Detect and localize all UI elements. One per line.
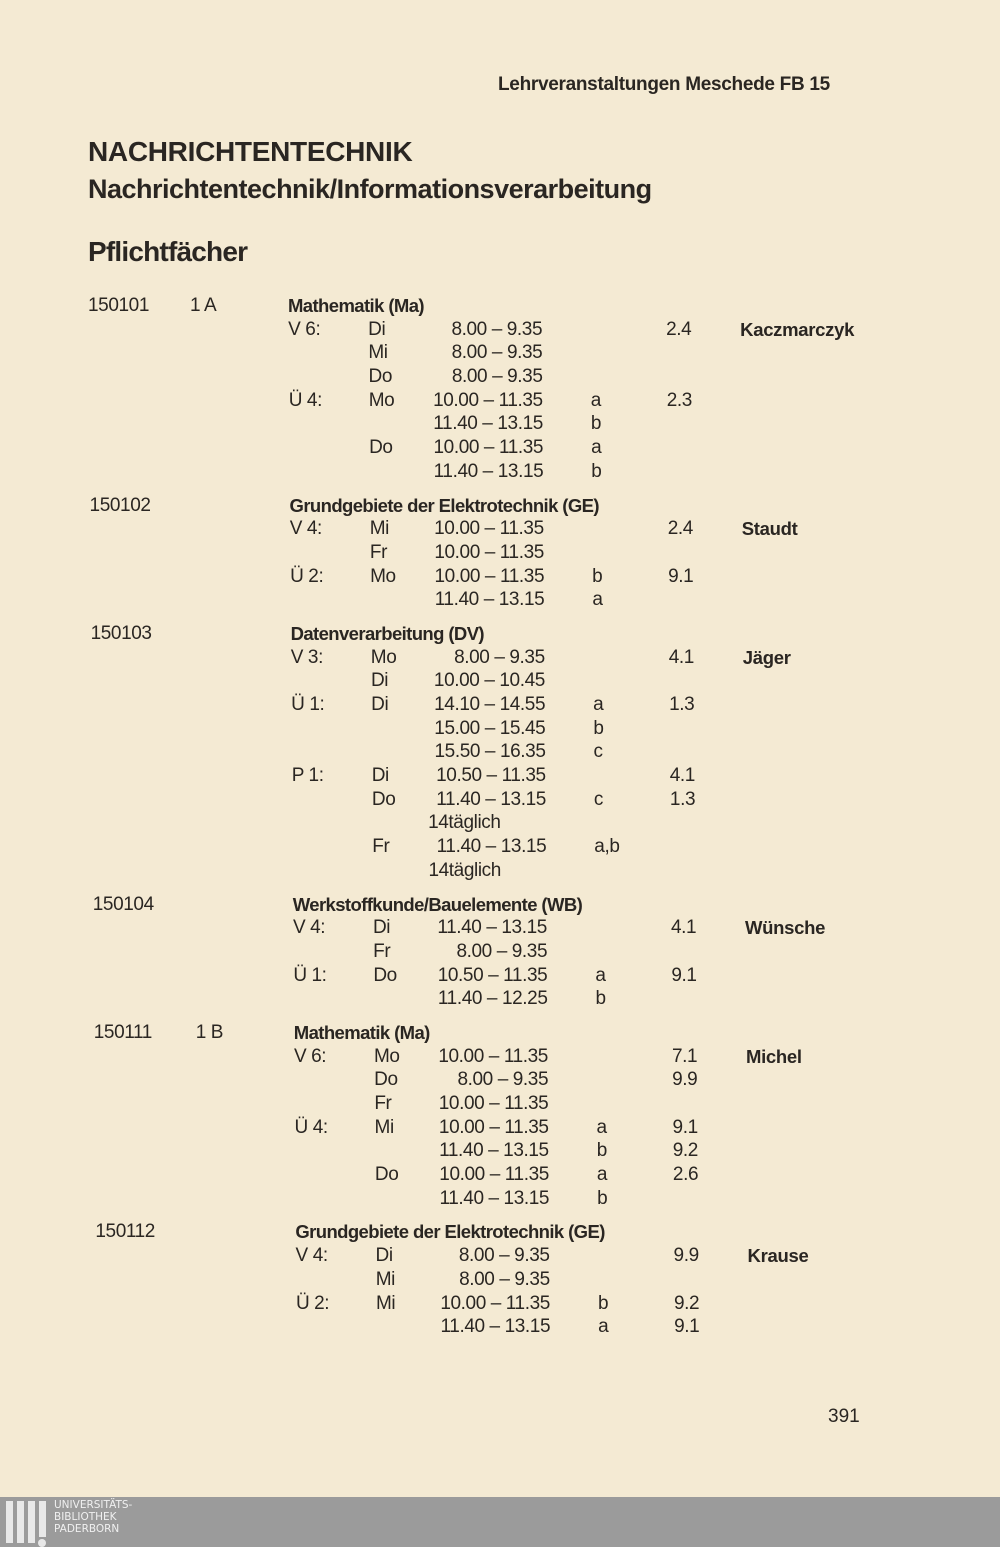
time-range: 8.00 – 9.35 [456, 940, 548, 962]
time-range: 15.50 – 16.35 [434, 741, 546, 763]
lecturer: Krause [747, 1245, 809, 1267]
time-range: 15.00 – 15.45 [434, 717, 546, 739]
course-name: Datenverarbeitung (DV) [290, 622, 484, 644]
schedule-row [4, 860, 1000, 884]
weekday: Mi [375, 1268, 395, 1290]
session-type: Ü 1: [291, 694, 325, 715]
room: 9.1 [672, 1116, 698, 1138]
room: 9.1 [668, 565, 694, 587]
lecturer: Staudt [741, 518, 798, 540]
time-range: 11.40 – 12.25 [437, 988, 548, 1010]
lecturer: Wünsche [744, 917, 826, 939]
course-name: Mathematik (Ma) [293, 1021, 430, 1043]
room: 4.1 [670, 917, 697, 939]
group: b [591, 460, 602, 482]
course-header [5, 894, 1000, 918]
group: b [597, 1187, 608, 1209]
course-header [2, 495, 1000, 519]
session-type: Ü 2: [295, 1292, 330, 1314]
group: a [595, 964, 606, 986]
schedule-row [3, 694, 1000, 718]
schedule-row [0, 342, 1000, 366]
group: a [598, 1316, 609, 1338]
time-range: 11.40 – 13.15 [439, 1140, 549, 1162]
schedule-row [1, 437, 1000, 461]
session-type: Ü 1: [293, 964, 327, 986]
room: 4.1 [668, 646, 694, 668]
session-type: V 4: [295, 1245, 328, 1267]
weekday: Mi [368, 342, 388, 364]
group: a,b [594, 836, 620, 858]
course-number: 150112 [95, 1221, 155, 1243]
schedule-row [3, 647, 1000, 671]
schedule-row [3, 718, 1000, 742]
schedule-row [6, 1069, 1000, 1093]
weekday: Mi [374, 1116, 394, 1138]
weekday: Di [375, 1245, 393, 1267]
weekday: Do [371, 788, 396, 810]
schedule-row [8, 1316, 1000, 1340]
course-entry [0, 894, 1000, 1012]
session-type: Ü 4: [288, 389, 322, 411]
group: b [593, 717, 604, 739]
group: a [590, 389, 601, 411]
schedule-row [2, 589, 1000, 613]
weekday: Fr [373, 940, 391, 962]
time-range: 10.00 – 10.45 [433, 670, 545, 692]
time-range: 10.00 – 11.35 [434, 518, 544, 540]
time-range: 14.10 – 14.55 [434, 694, 546, 715]
lecturer: Kaczmarczyk [740, 318, 855, 340]
group: b [595, 988, 606, 1010]
room: 2.4 [666, 318, 692, 340]
group: a [596, 1116, 607, 1138]
weekday: Di [371, 694, 389, 715]
weekday: Do [373, 964, 397, 986]
time-range: 10.00 – 11.35 [433, 389, 543, 411]
time-range: 8.00 – 9.35 [451, 318, 543, 340]
library-logo-text [54, 1499, 132, 1535]
schedule-row [1, 461, 1000, 485]
course-name: Mathematik (Ma) [288, 295, 424, 316]
group: b [592, 565, 603, 587]
course-header [7, 1221, 1000, 1245]
schedule-row [4, 789, 1000, 813]
weekday: Do [374, 1069, 398, 1091]
schedule-row [8, 1269, 1000, 1293]
time-range: 8.00 – 9.35 [454, 646, 545, 668]
time-range: 11.40 – 13.15 [436, 788, 546, 810]
schedule-note: 14täglich [428, 859, 501, 881]
session-type: Ü 2: [290, 565, 324, 587]
room: 1.3 [669, 788, 696, 810]
course-number: 150104 [92, 893, 154, 915]
session-type: V 3: [290, 646, 323, 668]
room: 2.6 [672, 1164, 699, 1186]
weekday: Fr [369, 541, 388, 563]
schedule-row [6, 1093, 1000, 1117]
page-title: NACHRICHTENTECHNIK [88, 136, 413, 167]
group: a [593, 694, 604, 715]
group: c [593, 741, 603, 763]
room: 9.2 [672, 1140, 698, 1162]
time-range: 11.40 – 13.15 [440, 1316, 551, 1338]
time-range: 10.00 – 11.35 [434, 541, 544, 563]
logo-line: PADERBORN [54, 1523, 120, 1535]
group: b [597, 1292, 609, 1314]
group: a [591, 437, 602, 459]
room: 9.2 [673, 1292, 700, 1314]
schedule-row [2, 566, 1000, 590]
time-range: 11.40 – 13.15 [433, 460, 544, 482]
time-range: 11.40 – 13.15 [434, 589, 545, 611]
schedule-row [8, 1245, 1000, 1269]
weekday: Di [372, 917, 391, 939]
time-range: 10.00 – 11.35 [440, 1292, 550, 1314]
time-range: 8.00 – 9.35 [451, 366, 543, 388]
time-range: 10.00 – 11.35 [434, 565, 545, 587]
group: b [596, 1140, 607, 1162]
course-header [3, 623, 1000, 647]
weekday: Mi [375, 1292, 396, 1314]
schedule-row [7, 1164, 1000, 1188]
schedule-row [3, 670, 1000, 694]
course-entry [0, 623, 1000, 884]
session-type: V 6: [293, 1045, 327, 1067]
time-range: 10.00 – 11.35 [438, 1116, 549, 1138]
section-heading: Pflichtfächer [88, 236, 248, 267]
room: 7.1 [671, 1045, 698, 1067]
room: 9.1 [674, 1316, 700, 1338]
weekday: Do [369, 437, 393, 459]
time-range: 10.50 – 11.35 [437, 964, 548, 986]
room: 1.3 [669, 694, 695, 715]
course-entry [0, 1221, 1000, 1339]
session-type: Ü 4: [294, 1116, 328, 1138]
course-entry [0, 1022, 1000, 1212]
course-name: Werkstoffkunde/Bauelemente (WB) [292, 893, 583, 915]
schedule-row [4, 812, 1000, 836]
running-header: Lehrveranstaltungen Meschede FB 15 [498, 74, 830, 95]
weekday: Fr [372, 836, 390, 858]
time-range: 11.40 – 13.15 [433, 413, 543, 435]
schedule-row [4, 765, 1000, 789]
schedule-row [2, 518, 1000, 542]
course-header [0, 295, 1000, 319]
schedule-row [5, 941, 1000, 965]
weekday: Fr [374, 1093, 392, 1114]
room: 2.3 [666, 389, 692, 411]
room: 4.1 [669, 765, 695, 787]
weekday: Mo [368, 389, 395, 411]
course-entry [0, 295, 1000, 485]
weekday: Mo [370, 646, 397, 668]
group: c [593, 788, 604, 810]
time-range: 10.00 – 11.35 [433, 437, 544, 459]
time-range: 10.00 – 11.35 [439, 1164, 549, 1186]
library-footer [0, 1497, 1000, 1547]
logo-line: BIBLIOTHEK [54, 1511, 117, 1523]
time-range: 10.00 – 11.35 [438, 1045, 548, 1067]
room: 2.4 [667, 518, 693, 540]
schedule-row [4, 836, 1000, 860]
schedule-row [7, 1140, 1000, 1164]
schedule-row [1, 366, 1000, 390]
schedule-row [0, 319, 1000, 343]
schedule-note: 14täglich [428, 812, 501, 834]
session-type: V 6: [288, 318, 321, 340]
group: a [592, 589, 603, 611]
weekday: Di [370, 670, 389, 692]
session-type: P 1: [291, 765, 324, 787]
session-type: V 4: [289, 518, 322, 540]
time-range: 10.00 – 11.35 [438, 1093, 549, 1114]
time-range: 11.40 – 13.15 [439, 1187, 550, 1209]
lecturer: Michel [745, 1045, 802, 1067]
weekday: Do [374, 1164, 399, 1186]
weekday: Mo [373, 1045, 400, 1067]
course-class: 1 A [190, 295, 217, 316]
time-range: 11.40 – 13.15 [436, 836, 547, 858]
time-range: 11.40 – 13.15 [437, 917, 547, 939]
room: 9.9 [672, 1069, 698, 1091]
group: b [590, 413, 602, 435]
page-subtitle: Nachrichtentechnik/Informationsverarbeitung [88, 174, 652, 204]
course-name: Grundgebiete der Elektrotechnik (GE) [295, 1221, 605, 1243]
schedule-row [1, 390, 1000, 414]
session-type: V 4: [292, 917, 326, 939]
course-number: 150111 [93, 1021, 152, 1043]
course-entry [0, 495, 1000, 613]
schedule-row [4, 741, 1000, 765]
course-number: 150102 [89, 494, 151, 516]
time-range: 8.00 – 9.35 [458, 1245, 550, 1267]
weekday: Do [368, 366, 393, 388]
time-range: 8.00 – 9.35 [457, 1069, 549, 1091]
lecturer: Jäger [742, 646, 791, 668]
room: 9.9 [673, 1245, 699, 1267]
group: a [596, 1164, 608, 1186]
schedule-row [8, 1293, 1000, 1317]
schedule-row [7, 1117, 1000, 1141]
logo-line: UNIVERSITÄTS- [54, 1499, 133, 1511]
weekday: Di [371, 765, 389, 787]
course-list [0, 295, 1000, 1350]
weekday: Di [368, 318, 386, 340]
course-name: Grundgebiete der Elektrotechnik (GE) [289, 494, 599, 516]
room: 9.1 [671, 964, 697, 986]
schedule-row [5, 965, 1000, 989]
schedule-row [7, 1188, 1000, 1212]
schedule-row [1, 413, 1000, 437]
time-range: 8.00 – 9.35 [451, 342, 543, 364]
weekday: Mo [370, 565, 396, 587]
time-range: 8.00 – 9.35 [459, 1268, 550, 1290]
page-number: 391 [828, 1406, 860, 1427]
course-class: 1 B [195, 1021, 224, 1043]
weekday: Mi [369, 518, 389, 540]
course-header [6, 1022, 1000, 1046]
schedule-row [5, 917, 1000, 941]
time-range: 10.50 – 11.35 [436, 765, 546, 787]
schedule-row [2, 542, 1000, 566]
schedule-row [6, 988, 1000, 1012]
course-number: 150101 [88, 295, 150, 316]
schedule-row [6, 1046, 1000, 1070]
course-number: 150103 [90, 622, 152, 644]
